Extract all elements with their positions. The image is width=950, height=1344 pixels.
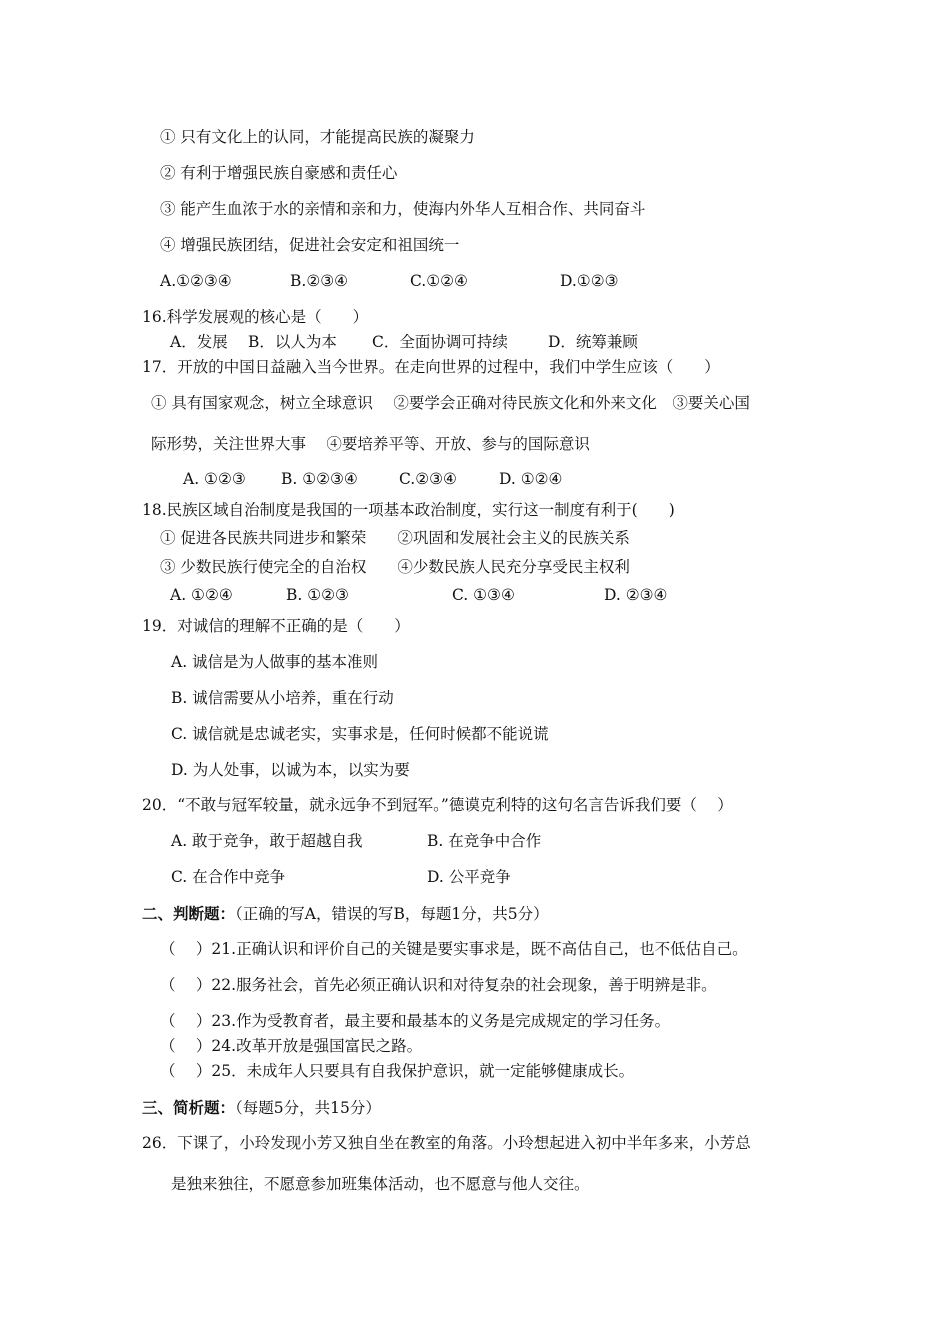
q16-options [170,335,638,351]
q22-statement: （ ）22.服务社会，首先必须正确认识和对待复杂的社会现象，善于明辨是非。 [160,976,717,994]
q18-options [170,588,667,604]
q18-option-d: D. ②③④ [604,586,668,604]
q19-stem: 19．对诚信的理解不正确的是（ ） [142,617,410,635]
q15-options [160,274,619,290]
q16-stem: 16.科学发展观的核心是（ ） [142,308,369,326]
q15-item-3: ③ 能产生血浓于水的亲情和亲和力，使海内外华人互相合作、共同奋斗 [160,200,646,218]
q18-option-b: B. ①②③ [286,586,349,604]
q26-line-2: 是独来独往，不愿意参加班集体活动，也不愿意与他人交往。 [171,1175,590,1193]
q16-option-d: D．统筹兼顾 [548,333,638,351]
q15-item-2: ② 有利于增强民族自豪感和责任心 [160,164,398,182]
q23-statement: （ ）23.作为受教育者，最主要和最基本的义务是完成规定的学习任务。 [160,1012,671,1030]
q26-line-1: 26．下课了，小玲发现小芳又独自坐在教室的角落。小玲想起进入初中半年多来，小芳总 [142,1134,751,1152]
q15-option-c: C.①②④ [410,272,468,290]
q17-option-b: B. ①②③④ [281,470,358,488]
q15-option-d: D.①②③ [560,272,619,290]
q17-stem: 17．开放的中国日益融入当今世界。在走向世界的过程中，我们中学生应该（ ） [142,358,720,376]
section-2-heading: 二、判断题： [142,904,236,923]
q17-line-1: ① 具有国家观念，树立全球意识 ②要学会正确对待民族文化和外来文化 ③要关心国 [151,394,750,412]
q18-line-2: ③ 少数民族行使完全的自治权 ④少数民族人民充分享受民主权利 [160,558,630,576]
q19-option-b: B. 诚信需要从小培养，重在行动 [171,689,394,707]
section-3-header [142,1100,381,1117]
q16-option-c: C．全面协调可持续 [372,333,508,351]
q18-option-c: C. ①③④ [452,586,515,604]
q20-option-c: C. 在合作中竞争 [171,868,286,886]
section-2-header [142,906,549,923]
q15-option-b: B.②③④ [290,272,349,290]
q20-option-a: A. 敢于竞争，敢于超越自我 [171,832,363,850]
q20-options-row-2 [171,870,511,886]
q19-option-d: D. 为人处事，以诚为本，以实为要 [171,761,410,779]
section-3-note: （每题5分，共15分） [235,1099,381,1117]
q20-options-row-1 [171,834,541,850]
section-2-note: （正确的写A，错误的写B，每题1分，共5分） [235,905,549,923]
q19-option-a: A. 诚信是为人做事的基本准则 [171,653,379,671]
q17-line-2: 际形势，关注世界大事 ④要培养平等、开放、参与的国际意识 [151,435,590,453]
q19-option-c: C. 诚信就是忠诚老实，实事求是，任何时候都不能说谎 [171,725,549,743]
q17-option-a: A. ①②③ [183,470,246,488]
q15-item-1: ① 只有文化上的认同，才能提高民族的凝聚力 [160,128,475,146]
q17-option-d: D. ①②④ [499,470,563,488]
q15-option-a: A.①②③④ [160,272,232,290]
section-3-heading: 三、简析题： [142,1098,236,1117]
q25-statement: （ ）25．未成年人只要具有自我保护意识，就一定能够健康成长。 [160,1062,635,1080]
q17-option-c: C.②③④ [399,470,457,488]
q17-options [183,472,562,488]
q16-option-a: A．发展 [170,333,228,351]
q18-option-a: A. ①②④ [170,586,233,604]
q16-option-b: B．以人为本 [248,333,337,351]
q15-item-4: ④ 增强民族团结，促进社会安定和祖国统一 [160,236,460,254]
q21-statement: （ ）21.正确认识和评价自己的关键是要实事求是，既不高估自己，也不低估自己。 [160,940,748,958]
q20-option-b: B. 在竞争中合作 [427,832,542,850]
q18-stem: 18.民族区域自治制度是我国的一项基本政治制度，实行这一制度有利于( ) [142,501,675,519]
q20-stem: 20．“不敢与冠军较量，就永远争不到冠军。”德谟克利特的这句名言告诉我们要（ ） [142,796,733,814]
q24-statement: （ ）24.改革开放是强国富民之路。 [160,1037,423,1055]
q18-line-1: ① 促进各民族共同进步和繁荣 ②巩固和发展社会主义的民族关系 [160,529,630,547]
q20-option-d: D. 公平竞争 [427,868,511,886]
